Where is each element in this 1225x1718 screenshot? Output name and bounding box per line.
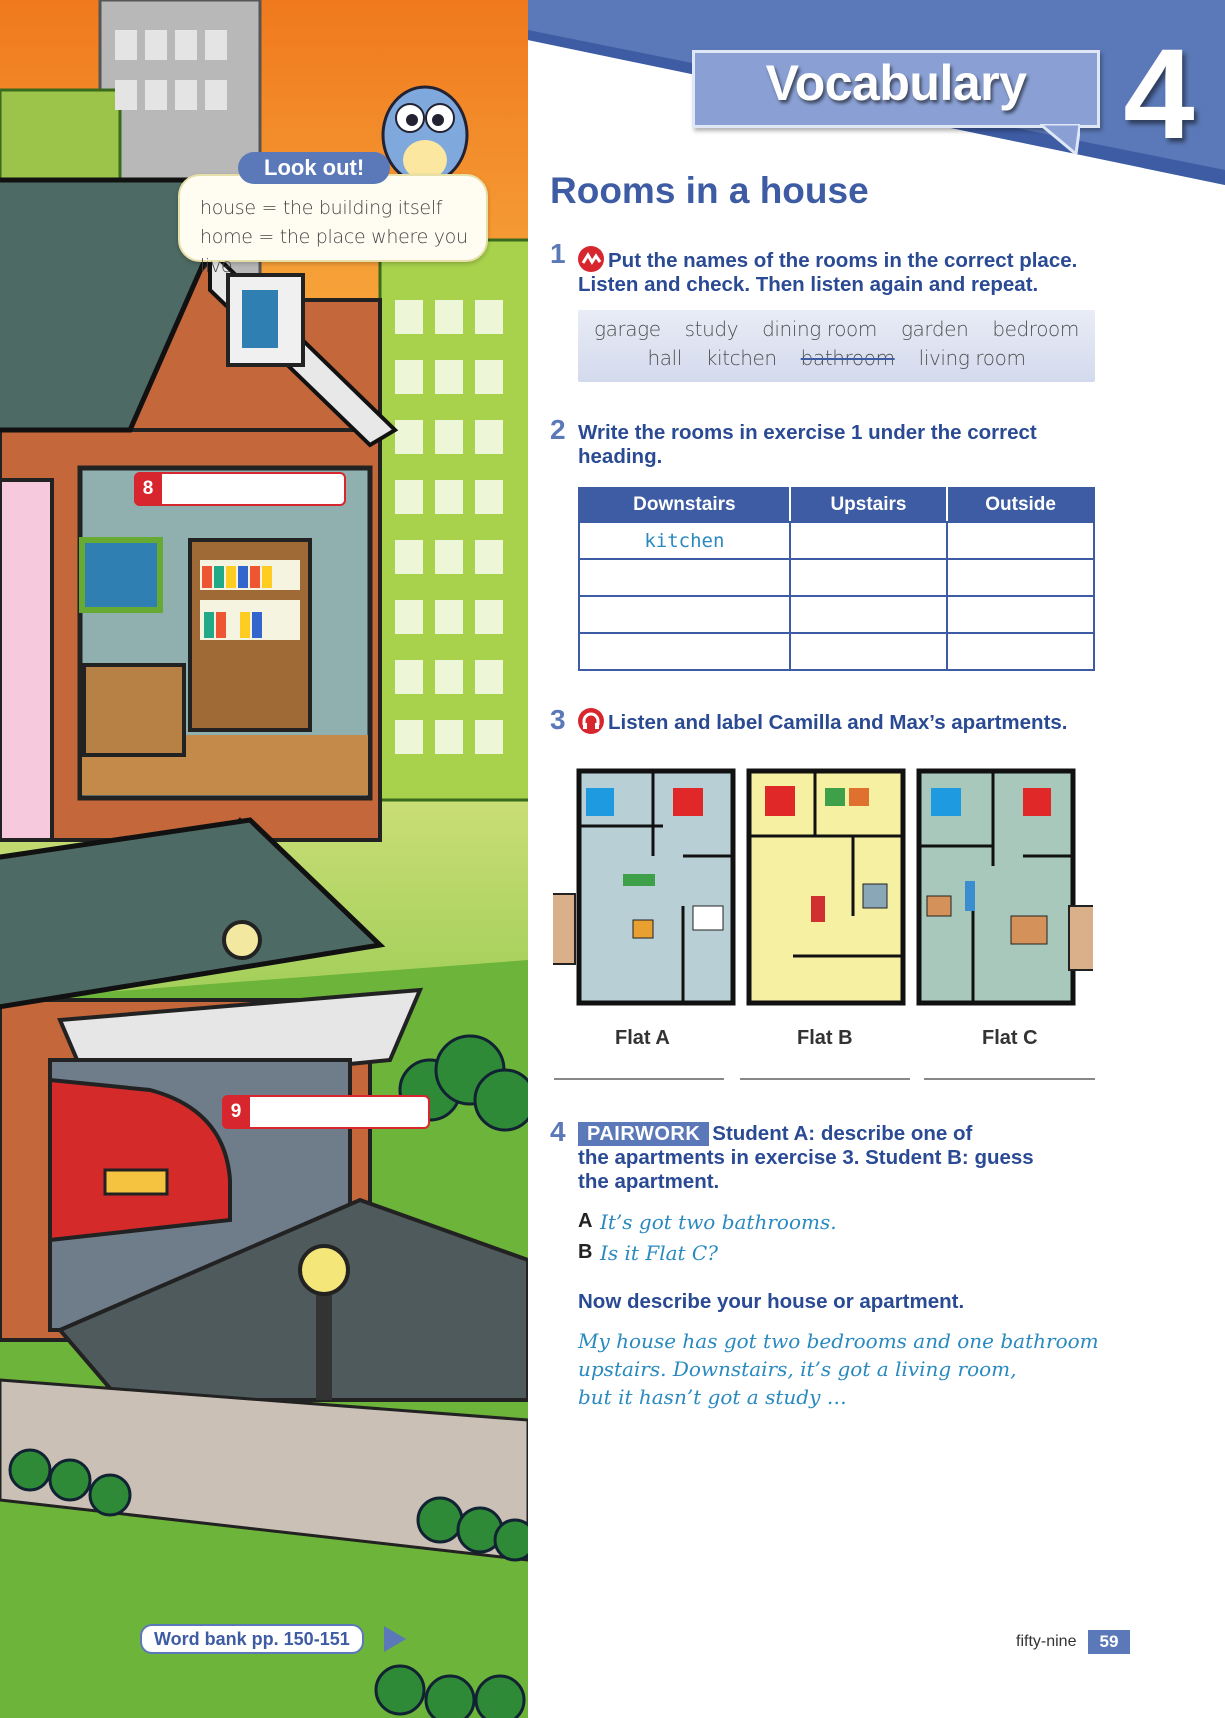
- exercise-4-line-3: the apartment.: [578, 1170, 720, 1193]
- word-item: hall: [647, 346, 682, 370]
- table-row: [579, 559, 1094, 596]
- speaker-b-label: B: [578, 1241, 593, 1263]
- word-item: study: [684, 317, 739, 341]
- table-row: [579, 633, 1094, 670]
- exercise-1-line-2: Listen and check. Then listen again and repeat.: [578, 273, 1039, 296]
- exercise-2-line-1: Write the rooms in exercise 1 under the correct: [578, 421, 1037, 444]
- speaker-a-label: A: [578, 1210, 593, 1232]
- column-header-downstairs: Downstairs: [579, 488, 790, 522]
- exercise-1-line-1: Put the names of the rooms in the correct place.: [608, 249, 1078, 272]
- pairwork-badge: PAIRWORK: [578, 1122, 709, 1146]
- label-number-9: 9: [222, 1095, 250, 1129]
- word-item: living room: [918, 346, 1026, 370]
- table-cell[interactable]: [790, 633, 947, 670]
- word-item: bedroom: [992, 317, 1079, 341]
- speaker-b-text: Is it Flat C?: [600, 1241, 718, 1265]
- play-arrow-icon[interactable]: [384, 1626, 406, 1652]
- label-blank-8[interactable]: [134, 472, 346, 506]
- table-cell[interactable]: [579, 596, 790, 633]
- table-cell[interactable]: [790, 522, 947, 559]
- table-row: [579, 596, 1094, 633]
- table-cell-example: kitchen: [579, 522, 790, 559]
- flat-b-answer-line[interactable]: [740, 1078, 910, 1080]
- look-out-line-2: home = the place where you live: [200, 226, 468, 277]
- speaker-a-text: It’s got two bathrooms.: [600, 1210, 837, 1234]
- table-cell[interactable]: [579, 633, 790, 670]
- look-out-title: Look out!: [238, 152, 390, 184]
- model-line-2: upstairs. Downstairs, it’s got a living room,: [578, 1357, 1017, 1381]
- exercise-2-line-2: heading.: [578, 445, 663, 468]
- section-title: Vocabulary: [765, 55, 1027, 111]
- exercise-4-number: 4: [550, 1116, 566, 1147]
- unit-number: 4: [1123, 23, 1195, 166]
- table-cell[interactable]: [947, 522, 1094, 559]
- page-number-word: fifty-nine: [1016, 1633, 1077, 1650]
- flat-c-plan: [919, 771, 1093, 1003]
- page-number: 59: [1088, 1630, 1130, 1654]
- describe-prompt: Now describe your house or apartment.: [578, 1290, 965, 1313]
- label-number-8: 8: [134, 472, 162, 506]
- listen-repeat-icon[interactable]: [578, 246, 604, 272]
- speech-tail-icon: [1040, 124, 1080, 154]
- exercise-3-instruction: [578, 708, 1068, 735]
- exercise-3-number: 3: [550, 704, 566, 735]
- exercise-4-line-1: Student A: describe one of: [712, 1122, 973, 1145]
- model-answer: [578, 1327, 1099, 1411]
- look-out-box: [178, 174, 488, 277]
- exercise-1-number: 1: [550, 238, 566, 269]
- column-header-upstairs: Upstairs: [790, 488, 947, 522]
- flat-b-plan: [749, 771, 903, 1003]
- flat-c-answer-line[interactable]: [924, 1078, 1095, 1080]
- table-cell[interactable]: [947, 633, 1094, 670]
- table-cell[interactable]: [790, 596, 947, 633]
- flat-a-answer-line[interactable]: [554, 1078, 724, 1080]
- table-cell[interactable]: [790, 559, 947, 596]
- table-cell[interactable]: [947, 559, 1094, 596]
- label-blank-9[interactable]: [222, 1095, 430, 1129]
- exercise-4-instruction: [578, 1122, 1034, 1194]
- model-line-1: My house has got two bedrooms and one bathroom: [578, 1329, 1099, 1353]
- word-bank-link[interactable]: Word bank pp. 150-151: [140, 1624, 364, 1654]
- column-header-outside: Outside: [947, 488, 1094, 522]
- exercise-2-number: 2: [550, 414, 566, 445]
- exercise-3-text: Listen and label Camilla and Max’s apartments.: [608, 711, 1068, 734]
- table-cell[interactable]: [579, 559, 790, 596]
- floor-plans: [553, 766, 1093, 1016]
- flat-c-label: Flat C: [982, 1027, 1038, 1049]
- flat-a-label: Flat A: [615, 1027, 670, 1049]
- look-out-line-1: house = the building itself: [200, 197, 443, 219]
- word-row-1: [578, 317, 1095, 341]
- table-cell[interactable]: [947, 596, 1094, 633]
- word-item-crossed: bathroom: [800, 346, 895, 370]
- flat-b-label: Flat B: [797, 1027, 853, 1049]
- exercise-4-line-2: the apartments in exercise 3. Student B: guess: [578, 1146, 1034, 1169]
- exercise-2-instruction: [578, 421, 1037, 469]
- page-title: Rooms in a house: [550, 170, 869, 211]
- headphones-icon[interactable]: [578, 708, 604, 734]
- word-item: garden: [900, 317, 969, 341]
- word-box: [578, 310, 1095, 382]
- flat-a-plan: [553, 771, 733, 1003]
- house-illustration: [0, 0, 528, 1718]
- rooms-table: [578, 487, 1095, 671]
- word-item: garage: [594, 317, 661, 341]
- word-row-2: [578, 346, 1095, 370]
- word-item: kitchen: [705, 346, 777, 370]
- table-row: [579, 522, 1094, 559]
- model-line-3: but it hasn’t got a study …: [578, 1385, 847, 1409]
- exercise-1-instruction: [578, 246, 1077, 297]
- word-item: dining room: [762, 317, 877, 341]
